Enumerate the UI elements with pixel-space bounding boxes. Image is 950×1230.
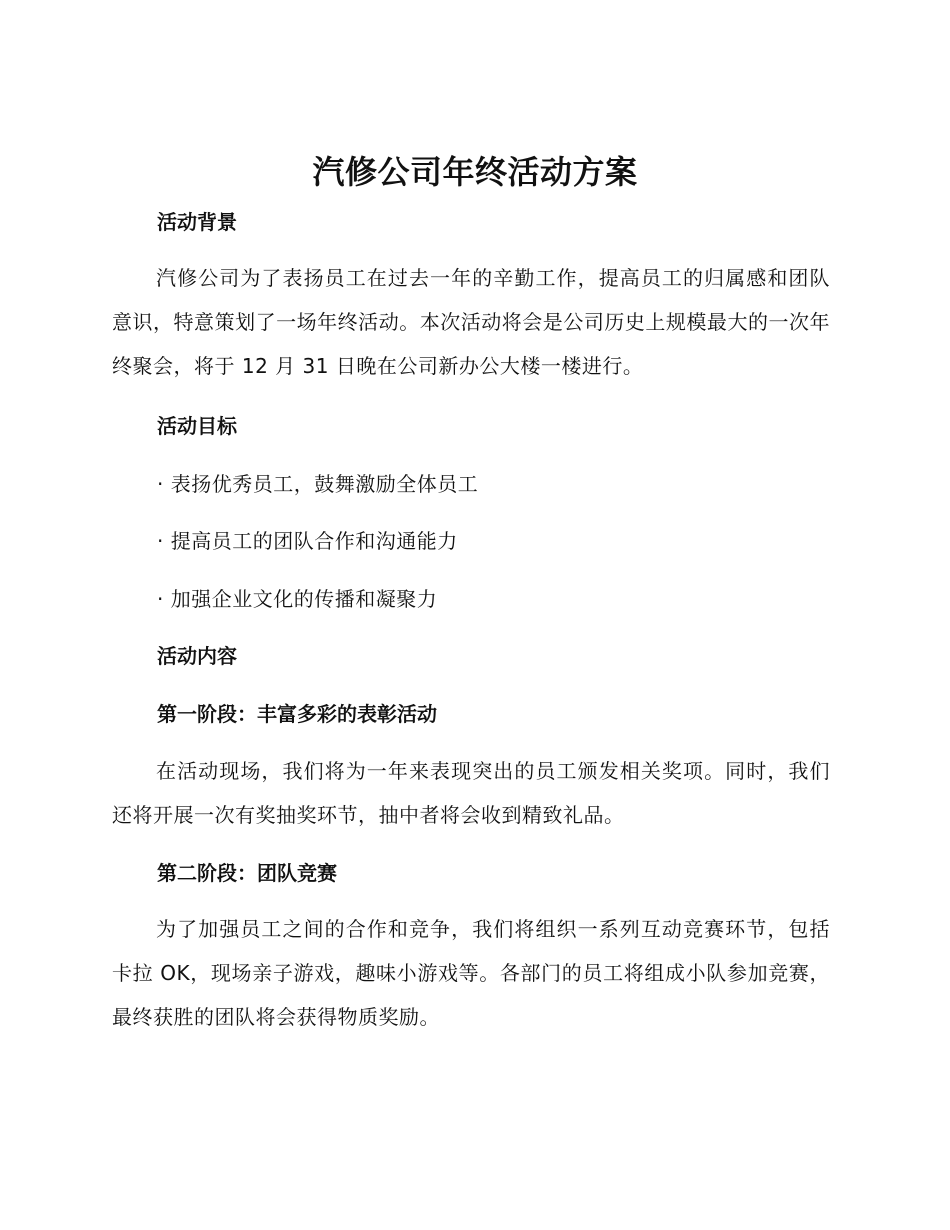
section-paragraph-background: 汽修公司为了表扬员工在过去一年的辛勤工作，提高员工的归属感和团队意识，特意策划了一场年终活动。本次活动将会是公司历史上规模最大的一次年终聚会，将于 12 月 31 日晚在公司新办公大楼一楼进行。: [112, 266, 830, 378]
section-heading-background: 活动背景: [157, 210, 237, 234]
goal-bullet-item: · 提高员工的团队合作和沟通能力: [157, 529, 458, 553]
section-heading-goals: 活动目标: [157, 414, 237, 438]
section-paragraph-stage-two: 为了加强员工之间的合作和竞争，我们将组织一系列互动竞赛环节，包括卡拉 OK，现场亲子游戏，趣味小游戏等。各部门的员工将组成小队参加竞赛，最终获胜的团队将会获得物质奖励。: [112, 917, 830, 1029]
goal-bullet-item: · 加强企业文化的传播和凝聚力: [157, 587, 438, 611]
section-paragraph-stage-one: 在活动现场，我们将为一年来表现突出的员工颁发相关奖项。同时，我们还将开展一次有奖抽奖环节，抽中者将会收到精致礼品。: [112, 759, 830, 827]
section-heading-stage-one: 第一阶段：丰富多彩的表彰活动: [157, 702, 437, 726]
section-heading-content: 活动内容: [157, 644, 237, 668]
section-heading-stage-two: 第二阶段：团队竞赛: [157, 861, 337, 885]
document-title: 汽修公司年终活动方案: [312, 153, 638, 191]
goal-bullet-item: · 表扬优秀员工，鼓舞激励全体员工: [157, 472, 479, 496]
